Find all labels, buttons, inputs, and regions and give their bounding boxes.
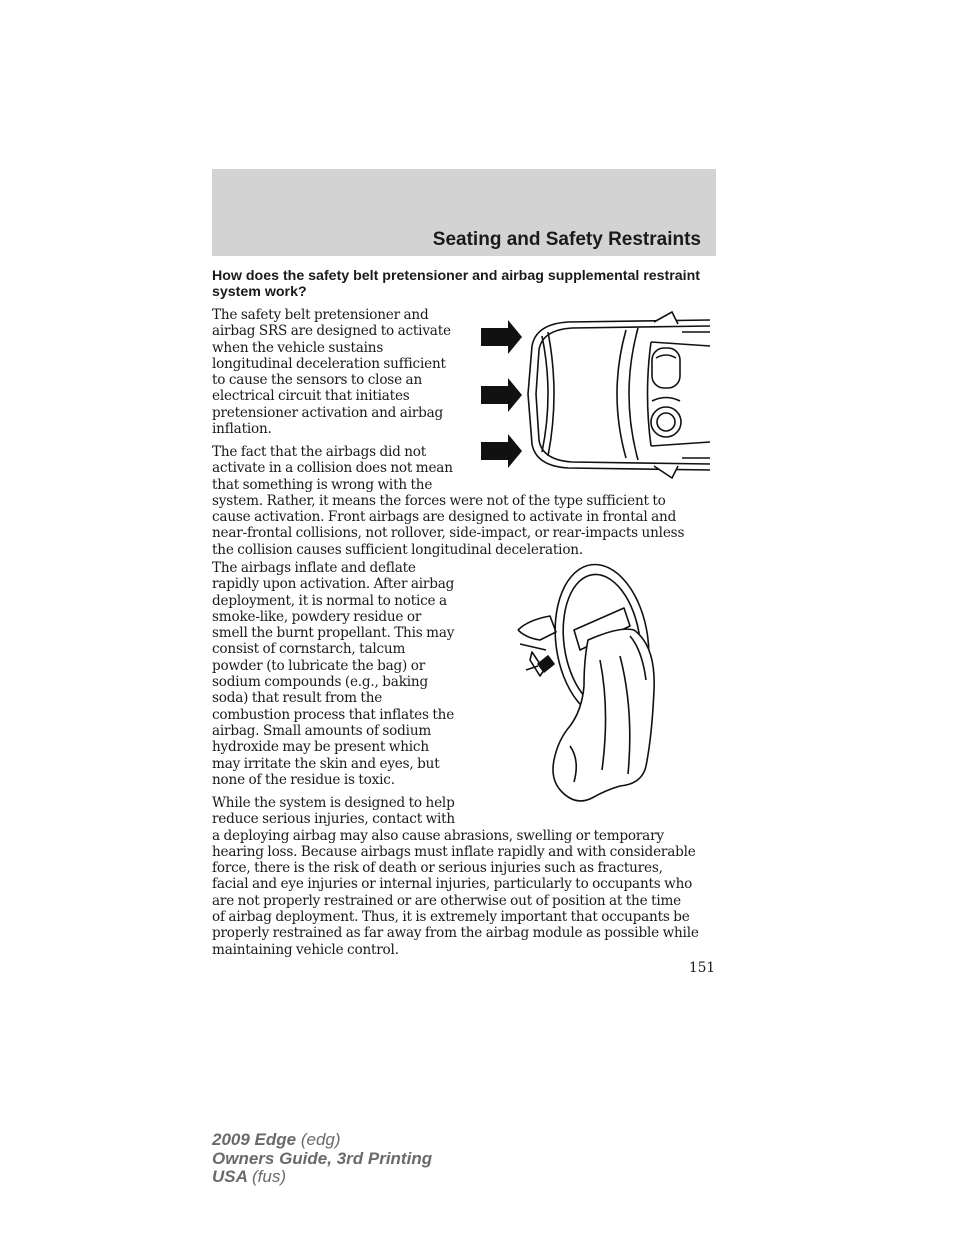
text-line: system. Rather, it means the forces were not of the type sufficient to bbox=[212, 492, 666, 509]
section-title: Seating and Safety Restraints bbox=[432, 229, 701, 250]
footer-model: 2009 Edge bbox=[212, 1130, 297, 1149]
deployed-airbag-steering-wheel-icon bbox=[510, 560, 670, 810]
footer-line-model bbox=[212, 1131, 432, 1150]
text-line: near-frontal collisions, not rollover, side-impact, or rear-impacts unless bbox=[212, 525, 685, 542]
text-line: soda) that result from the bbox=[212, 690, 383, 707]
text-line: powder (to lubricate the bag) or bbox=[212, 657, 426, 674]
text-line: electrical circuit that initiates bbox=[212, 388, 410, 405]
frontal-collision-arrows-icon bbox=[476, 306, 716, 484]
text-line: The airbags inflate and deflate bbox=[212, 560, 416, 576]
text-line: force, there is the risk of death or serious injuries such as fractures, bbox=[212, 860, 663, 877]
impact-arrow bbox=[481, 378, 522, 412]
text-line: facial and eye injuries or internal injuries, particularly to occupants who bbox=[212, 876, 693, 893]
text-line: airbag SRS are designed to activate bbox=[212, 323, 451, 340]
text-line: sodium compounds (e.g., baking bbox=[212, 674, 428, 691]
text-line: cause activation. Front airbags are designed to activate in frontal and bbox=[212, 509, 677, 526]
paragraph-pretensioner bbox=[212, 307, 451, 437]
text-line: deployment, it is normal to notice a bbox=[212, 592, 447, 609]
paragraph-injury-warning bbox=[212, 795, 699, 958]
impact-arrow bbox=[481, 320, 522, 354]
text-line: pretensioner activation and airbag bbox=[212, 404, 444, 421]
text-line: are not properly restrained or are otherwise out of position at the time bbox=[212, 892, 682, 909]
paragraph-residue bbox=[212, 560, 454, 788]
footer-model-code: (edg) bbox=[300, 1130, 341, 1149]
text-line: to cause the sensors to close an bbox=[212, 372, 423, 389]
text-line: of airbag deployment. Thus, it is extremely important that occupants be bbox=[212, 909, 690, 926]
text-line: smoke-like, powdery residue or bbox=[212, 608, 422, 625]
text-line: may irritate the skin and eyes, but bbox=[212, 755, 440, 772]
text-line: a deploying airbag may also cause abrasions, swelling or temporary bbox=[212, 827, 664, 844]
text-line: none of the residue is toxic. bbox=[212, 771, 395, 788]
text-line: inflation. bbox=[212, 421, 272, 438]
text-line: properly restrained as far away from the airbag module as possible while bbox=[212, 925, 699, 942]
text-line: hearing loss. Because airbags must inflate rapidly and with considerable bbox=[212, 843, 696, 860]
text-line: The safety belt pretensioner and bbox=[212, 307, 429, 323]
text-line: maintaining vehicle control. bbox=[212, 941, 399, 958]
footer-market: USA bbox=[212, 1167, 248, 1186]
text-line: when the vehicle sustains bbox=[212, 339, 384, 356]
footer-printing: Owners Guide, 3rd Printing bbox=[212, 1148, 433, 1168]
text-line: airbag. Small amounts of sodium bbox=[212, 722, 432, 739]
text-line: While the system is designed to help bbox=[212, 795, 455, 811]
text-line: combustion process that inflates the bbox=[212, 706, 455, 723]
footer-market-code: (fus) bbox=[252, 1167, 286, 1186]
page-number: 151 bbox=[689, 960, 715, 976]
text-line: activate in a collision does not mean bbox=[212, 460, 453, 477]
text-line: The fact that the airbags did not bbox=[212, 444, 427, 460]
section-header-band bbox=[212, 169, 716, 256]
text-line: longitudinal deceleration sufficient bbox=[212, 355, 446, 372]
text-line: hydroxide may be present which bbox=[212, 739, 429, 756]
document-footer bbox=[212, 1131, 432, 1187]
text-line: rapidly upon activation. After airbag bbox=[212, 576, 455, 593]
footer-line-market bbox=[212, 1168, 432, 1187]
text-line: that something is wrong with the bbox=[212, 476, 433, 493]
text-line: reduce serious injuries, contact with bbox=[212, 811, 455, 828]
text-line: smell the burnt propellant. This may bbox=[212, 625, 455, 642]
question-heading: How does the safety belt pretensioner and airbag supplemental restraint system work? bbox=[212, 268, 701, 300]
text-line: the collision causes sufficient longitudinal deceleration. bbox=[212, 541, 583, 558]
text-line: consist of cornstarch, talcum bbox=[212, 641, 406, 658]
impact-arrow bbox=[481, 434, 522, 468]
